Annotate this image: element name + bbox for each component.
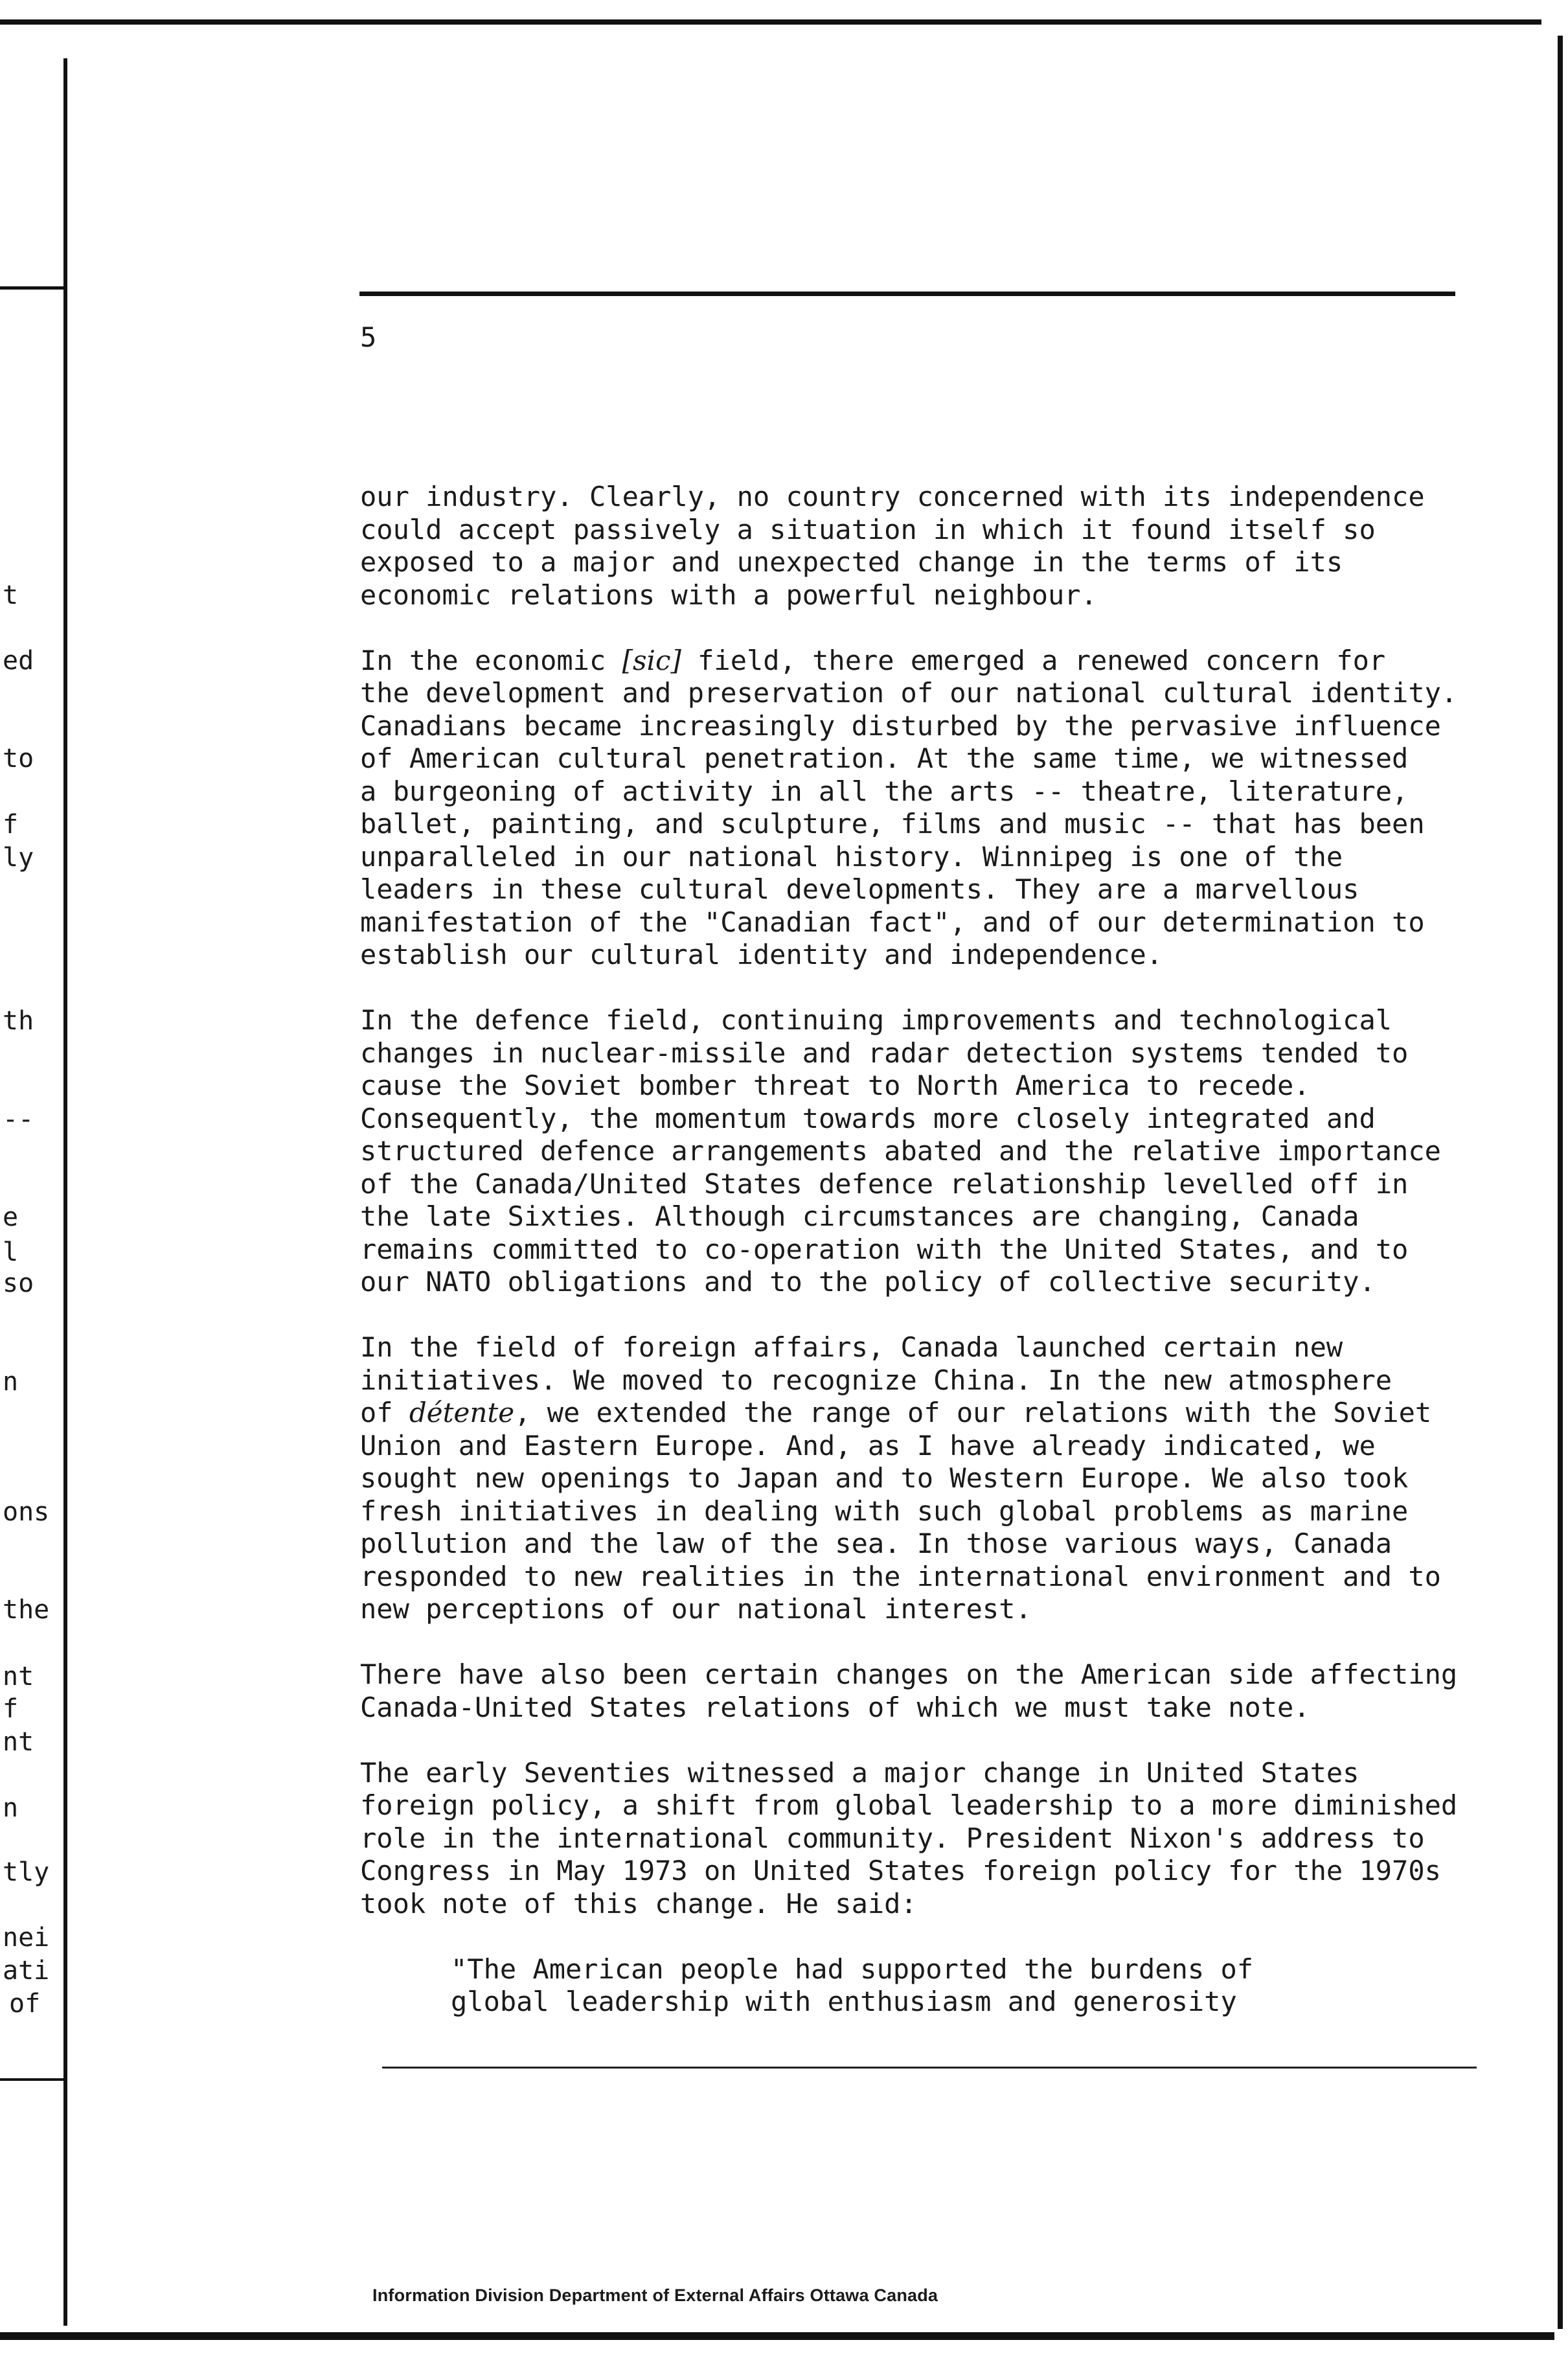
margin-fragment: nt [3, 1662, 34, 1691]
margin-fragment: e [3, 1202, 19, 1232]
margin-fragment: to [3, 744, 34, 774]
footer-publisher-line: Information Division Department of External Affairs Ottawa Canada [372, 2286, 938, 2305]
nixon-quote: "The American people had supported the burdens of global leadership with enthusiasm and generosity [451, 1953, 1254, 2017]
margin-fragment: f [3, 1694, 19, 1724]
margin-fragment: f [3, 810, 19, 840]
margin-fragment: tly [3, 1857, 50, 1887]
left-margin-previous-page-fragments [0, 0, 78, 2362]
margin-fragment: l [3, 1237, 19, 1267]
margin-fragment: nei [3, 1923, 50, 1953]
page-number: 5 [360, 321, 377, 353]
paragraph-foreign-affairs [360, 1331, 1474, 1626]
frame-right-border [1558, 36, 1563, 2329]
frame-bottom-border [0, 2332, 1554, 2340]
margin-fragment: n [3, 1793, 19, 1823]
paragraph-body-text: , we extended the range of our relations with the Soviet Union and Eastern Europe. And, as I have already indicated, we sought new openings to Japan and to Western Europe. We also took fresh initiatives in dealing with such global problems as marine pollution and the law of the sea. In those various ways, Canada responded to new realities in the international environment and to new perceptions of our national interest. [360, 1397, 1441, 1625]
paragraph-lead-text: In the field of foreign affairs, Canada launched certain new [360, 1331, 1343, 1363]
sic-annotation: [sic] [622, 644, 681, 676]
paragraph-defence: In the defence field, continuing improvements and technological changes in nuclear-missile and radar detection systems tended to cause the Soviet bomber threat to North America to recede. Consequently, the momentum towards more closely integrated and structured defence arrangements abated and the relative importance of the Canada/United States defence relationship levelled off in the late Sixties. Although circumstances are changing, Canada remains committed to co-operation with the United States, and to our NATO obligations and to the policy of collective security. [360, 1004, 1441, 1298]
margin-fragment: so [3, 1268, 34, 1298]
margin-fragment: nt [3, 1727, 34, 1757]
margin-fragment: n [3, 1367, 19, 1397]
margin-fragment: ons [3, 1497, 50, 1527]
margin-fragment: ly [3, 843, 34, 873]
margin-fragment: t [3, 580, 19, 610]
margin-fragment: -- [3, 1105, 34, 1134]
margin-fragment: of [9, 1989, 41, 2019]
paragraph-lead-text: In the economic [360, 644, 622, 676]
margin-fragment: ati [3, 1956, 50, 1986]
frame-top-border [0, 19, 1541, 25]
margin-fragment: the [3, 1595, 50, 1625]
paragraph-industry: our industry. Clearly, no country concerned with its independence could accept passively a situation in which it found itself so exposed to a major and unexpected change in the terms of its economic relations with a powerful neighbour. [360, 481, 1425, 611]
margin-fragment: ed [3, 646, 34, 676]
header-rule [359, 292, 1455, 296]
paragraph-body-text: initiatives. We moved to recognize China. In the new atmosphere of [360, 1364, 1392, 1428]
paragraph-body-text: the development and preservation of our national cultural identity. Canadians became increasingly disturbed by the pervasive influence of American cultural penetration. At the same time, we witnessed a burgeoning of activity in all the arts -- theatre, literature, ballet, painting, and sculpture, films and music -- that has been unparalleled in our national history. Winnipeg is one of the leaders in these cultural developments. They are a marvellous manifestation of the "Canadian fact", and of our determination to establish our cultural identity and independence. [360, 677, 1458, 970]
detente-term: détente [409, 1397, 515, 1428]
margin-fragment: th [3, 1006, 34, 1036]
document-body [360, 481, 1474, 2019]
paragraph-lead-tail: field, there emerged a renewed concern for [681, 644, 1386, 676]
paragraph-seventies: The early Seventies witnessed a major change in United States foreign policy, a shift from global leadership to a more diminished role in the international community. President Nixon's address to Congress in May 1973 on United States foreign policy for the 1970s took note of this change. He said: [360, 1756, 1458, 1920]
paragraph-cultural-identity [360, 645, 1474, 972]
paragraph-american-side: There have also been certain changes on the American side affecting Canada-United States relations of which we must take note. [360, 1658, 1458, 1723]
footer-rule [382, 2067, 1477, 2069]
